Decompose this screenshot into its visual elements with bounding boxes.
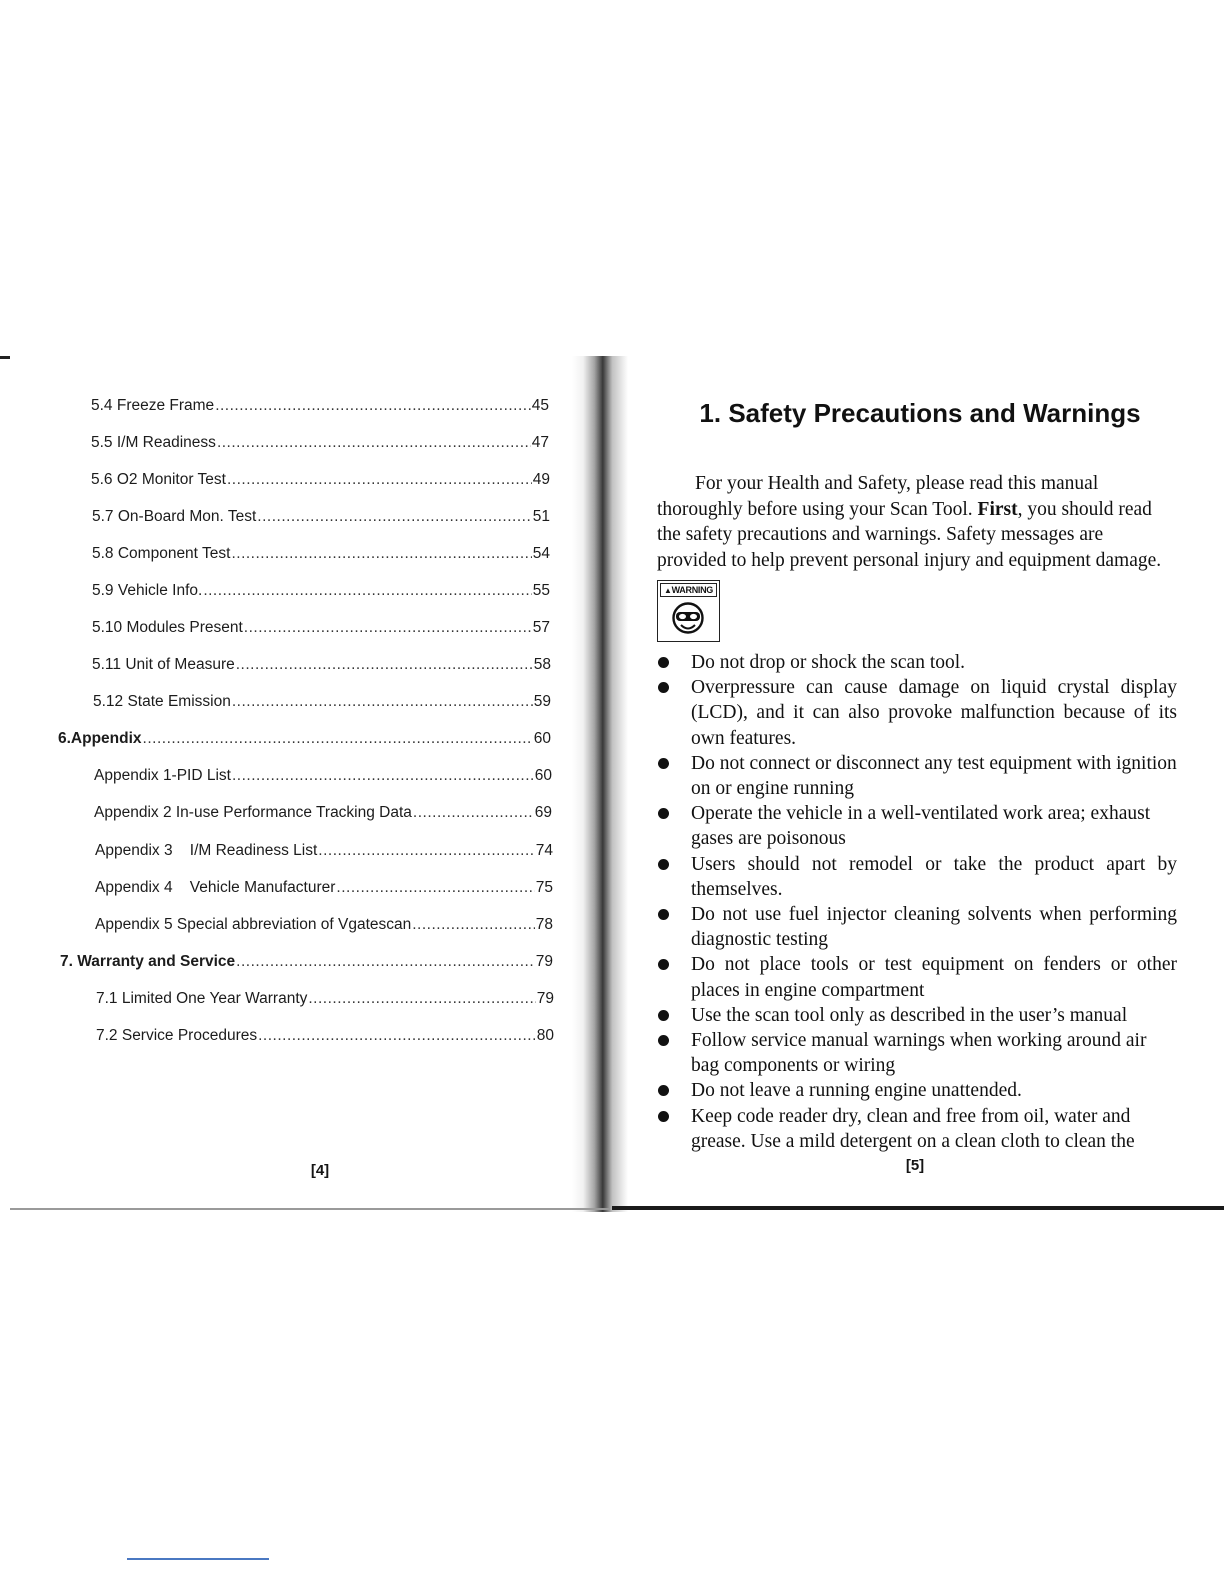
toc-leader-dots (236, 656, 533, 674)
toc-entry[interactable] (96, 990, 554, 1008)
bullet-dot (658, 1111, 669, 1122)
toc-entry-label: 5.5 I/M Readiness (91, 434, 216, 451)
toc-entry[interactable] (93, 693, 551, 711)
section-title: 1. Safety Precautions and Warnings (699, 398, 1141, 428)
toc-entry-page: 49 (532, 471, 550, 488)
bullet-text: Keep code reader dry, clean and free from oil, water and grease. Use a mild detergent on a clean cloth to clean the (691, 1105, 1135, 1152)
toc-leader-dots (217, 434, 531, 452)
intro-text-continued: , you should read the safety precautions and warnings. Safety messages are provided to help prevent personal injury and equipment damage. (657, 498, 1162, 571)
toc-section-entry[interactable] (58, 730, 551, 748)
toc-entry-page: 55 (532, 582, 550, 599)
bullet-dot (658, 1010, 669, 1021)
bullet-text: Do not connect or disconnect any test equipment with ignition on or engine running (691, 752, 1177, 800)
bullet-text: Do not drop or shock the scan tool. (691, 652, 966, 673)
safety-goggles-icon (671, 601, 705, 635)
bullet-dot (658, 657, 669, 668)
toc-entry-label: Appendix 5 Special abbreviation of Vgatescan (95, 916, 412, 933)
bullet-text: Follow service manual warnings when working around air bag components or wiring (691, 1030, 1147, 1077)
safety-bullet-list (657, 650, 1177, 1154)
toc-leader-dots (412, 916, 535, 934)
toc-leader-dots (244, 619, 532, 637)
toc-leader-dots (215, 397, 531, 415)
toc-entry-label: 5.12 State Emission (93, 693, 231, 710)
toc-leader-dots (232, 693, 533, 711)
list-item (657, 801, 1177, 851)
toc-leader-dots (227, 471, 532, 489)
toc-entry-label: 5.6 O2 Monitor Test (91, 471, 226, 488)
bullet-dot (658, 808, 669, 819)
intro-paragraph (657, 471, 1177, 573)
bullet-text: Operate the vehicle in a well-ventilated work area; exhaust gases are poisonous (691, 803, 1151, 850)
toc-entry[interactable] (91, 471, 550, 489)
toc-entry-label: 5.8 Component Test (92, 545, 231, 562)
page-number-left: [4] (310, 1162, 330, 1179)
toc-entry-page: 75 (535, 879, 553, 896)
toc-leader-dots (232, 767, 534, 785)
intro-text: For your Health and Safety, please read this manual thoroughly before using your Scan Tool. (657, 473, 1099, 520)
toc-entry[interactable] (92, 582, 550, 600)
toc-entry-label: 5.10 Modules Present (92, 619, 243, 636)
toc-leader-dots (318, 842, 534, 860)
list-item (657, 1078, 1177, 1103)
list-item (657, 1104, 1177, 1154)
table-of-contents (0, 0, 600, 1210)
warning-triangle-icon: ▲ (663, 586, 672, 595)
toc-leader-dots (203, 582, 531, 600)
toc-entry-page: 79 (536, 990, 554, 1007)
bullet-text: Do not use fuel injector cleaning solvents when performing diagnostic testing (691, 904, 1177, 951)
toc-entry-page: 45 (531, 397, 549, 414)
toc-entry-page: 58 (533, 656, 551, 673)
intro-bold-text: First (977, 498, 1018, 520)
toc-leader-dots (143, 730, 533, 748)
bullet-dot (658, 859, 669, 870)
toc-entry-label: Appendix 2 In-use Performance Tracking Data (94, 804, 412, 821)
toc-entry[interactable] (94, 804, 552, 822)
toc-leader-dots (257, 508, 531, 526)
toc-entry[interactable] (92, 656, 551, 674)
list-item (657, 1028, 1177, 1078)
toc-entry-page: 79 (535, 953, 553, 970)
list-item (657, 650, 1177, 675)
list-item (657, 751, 1177, 801)
warning-label-text: WARNING (671, 585, 714, 595)
toc-entry-label: 5.11 Unit of Measure (92, 656, 235, 673)
toc-entry-label: 7.2 Service Procedures (96, 1027, 258, 1044)
bullet-dot (658, 758, 669, 769)
toc-entry[interactable] (92, 545, 550, 563)
list-item (657, 1003, 1177, 1028)
toc-leader-dots (308, 990, 535, 1008)
toc-entry-label: 5.9 Vehicle Info. (92, 582, 203, 599)
page-bottom-edge-right (612, 1206, 1224, 1210)
toc-entry-page: 57 (532, 619, 550, 636)
scan-blue-line (127, 1558, 269, 1560)
toc-leader-dots (413, 804, 534, 822)
list-item (657, 675, 1177, 751)
bullet-dot (658, 682, 669, 693)
bullet-dot (658, 909, 669, 920)
bullet-text: Do not place tools or test equipment on fenders or other places in engine compartment (691, 954, 1177, 1001)
list-item (657, 952, 1177, 1002)
bullet-text: Overpressure can cause damage on liquid crystal display (LCD), and it can also provoke malfunction because of its own features. (691, 677, 1177, 749)
toc-leader-dots (258, 1027, 536, 1045)
warning-symbol (657, 580, 720, 642)
toc-entry[interactable] (95, 916, 553, 934)
toc-entry-page: 54 (532, 545, 550, 562)
toc-leader-dots (336, 879, 534, 897)
toc-entry-label: 6.Appendix (58, 730, 142, 747)
toc-entry-page: 78 (535, 916, 553, 933)
page-number-right: [5] (905, 1157, 925, 1174)
list-item (657, 902, 1177, 952)
toc-entry-page: 74 (535, 842, 553, 859)
toc-leader-dots (231, 545, 531, 563)
toc-entry-page: 59 (533, 693, 551, 710)
warning-label (660, 583, 717, 597)
toc-entry-page: 60 (534, 767, 552, 784)
toc-entry-page: 47 (531, 434, 549, 451)
toc-entry[interactable] (95, 842, 553, 860)
toc-entry[interactable] (91, 397, 549, 415)
toc-entry[interactable] (92, 619, 550, 637)
toc-entry-label: Appendix 4 Vehicle Manufacturer (95, 879, 336, 896)
list-item (657, 852, 1177, 902)
bullet-text: Do not leave a running engine unattended. (691, 1080, 1022, 1102)
toc-entry-label: 5.4 Freeze Frame (91, 397, 215, 414)
toc-entry-label: 5.7 On-Board Mon. Test (92, 508, 257, 525)
bullet-dot (658, 959, 669, 970)
toc-entry[interactable] (96, 1027, 554, 1045)
bullet-dot (658, 1085, 669, 1096)
toc-entry[interactable] (92, 508, 550, 526)
toc-section-entry[interactable] (60, 953, 553, 971)
toc-entry-page: 80 (536, 1027, 554, 1044)
toc-entry[interactable] (95, 879, 553, 897)
toc-entry-label: Appendix 1-PID List (94, 767, 231, 784)
toc-entry[interactable] (91, 434, 549, 452)
toc-entry-page: 51 (532, 508, 550, 525)
toc-entry-page: 69 (534, 804, 552, 821)
toc-entry-label: 7. Warranty and Service (60, 953, 236, 970)
toc-entry[interactable] (94, 767, 552, 785)
bullet-text: Users should not remodel or take the product apart by themselves. (691, 853, 1177, 900)
bullet-dot (658, 1035, 669, 1046)
bullet-text: Use the scan tool only as described in the user’s manual (691, 1004, 1128, 1026)
toc-entry-label: Appendix 3 I/M Readiness List (95, 842, 318, 859)
toc-leader-dots (236, 953, 535, 971)
toc-entry-label: 7.1 Limited One Year Warranty (96, 990, 308, 1007)
toc-entry-page: 60 (533, 730, 551, 747)
